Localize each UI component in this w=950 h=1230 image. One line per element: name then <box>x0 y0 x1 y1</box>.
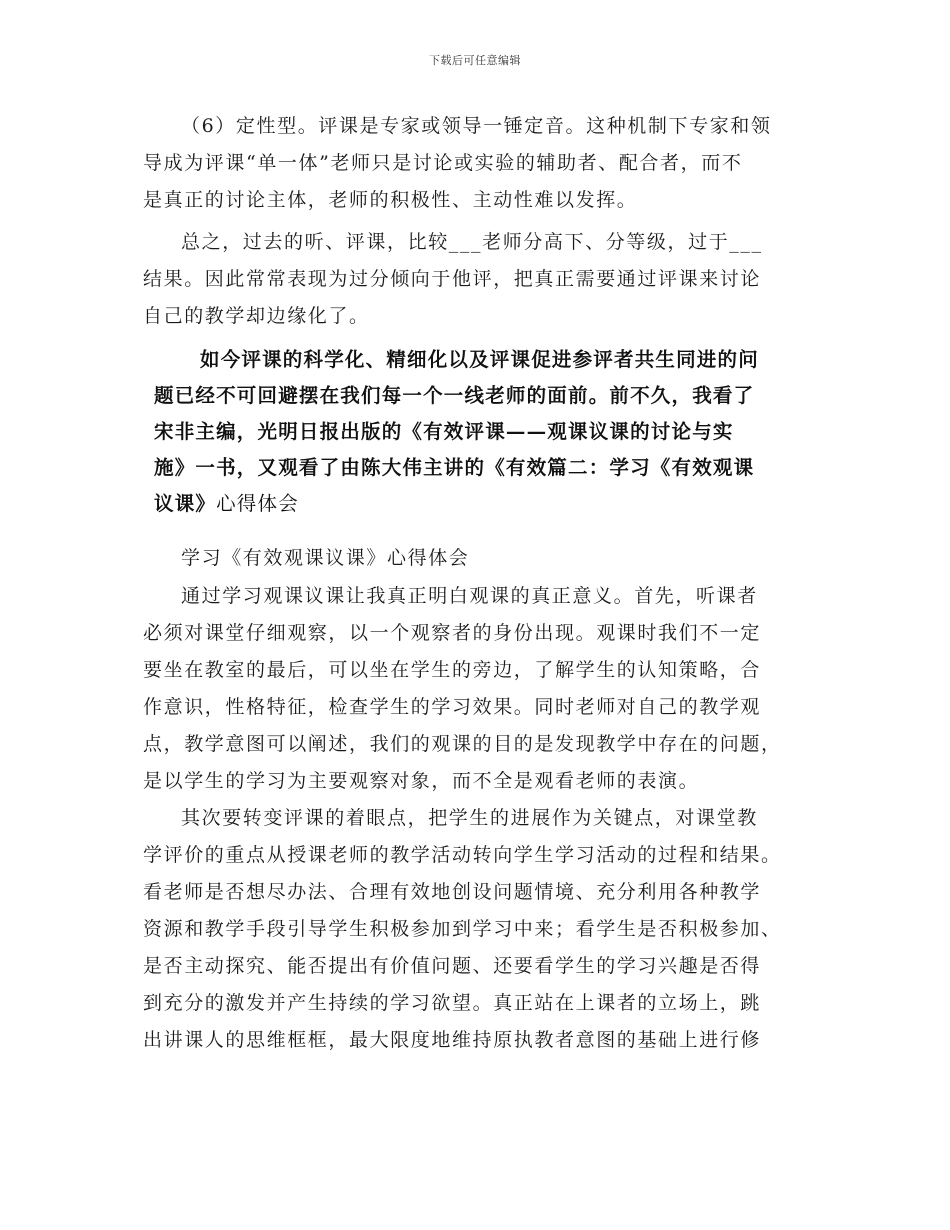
section-subtitle <box>143 540 807 577</box>
text-line: 结果。因此常常表现为过分倾向于他评，把真正需要通过评课来讨论 <box>143 268 762 290</box>
paragraph-summary <box>143 224 807 335</box>
text-line: 是真正的讨论主体，老师的积极性、主动性难以发挥。 <box>143 189 638 211</box>
text-line: 学评价的重点从授课老师的教学活动转向学生学习活动的过程和结果。 <box>143 844 782 866</box>
paragraph-qualitative-type <box>143 108 807 219</box>
text-line: 出讲课人的思维框框，最大限度地维持原执教者意图的基础上进行修 <box>143 1029 762 1051</box>
text-line: 自己的教学却边缘化了。 <box>143 305 370 327</box>
bold-text-line: 如今评课的科学化、精细化以及评课促进参评者共生同进的问 <box>200 348 759 371</box>
text-line: 要坐在教室的最后，可以坐在学生的旁边，了解学生的认知策略，合 <box>143 659 762 681</box>
text-line: 总之，过去的听、评课，比较___老师分高下、分等级，过于___ <box>181 231 763 253</box>
text-line: 是否主动探究、能否提出有价值问题、还要看学生的学习兴趣是否得 <box>143 955 762 977</box>
bold-text-fragment: 议课》 <box>154 492 217 515</box>
paragraph-evaluation-focus <box>143 800 807 1059</box>
text-line: 资源和教学手段引导学生积极参加到学习中来；看学生是否积极参加、 <box>143 918 782 940</box>
text-line: 是以学生的学习为主要观察对象，而不全是观看老师的表演。 <box>143 770 700 792</box>
subtitle-text: 学习《有效观课议课》心得体会 <box>181 547 470 569</box>
bold-heading-block <box>143 342 807 522</box>
bold-text-line <box>143 486 807 522</box>
text-line: 其次要转变评课的着眼点，把学生的进展作为关键点，对课堂教 <box>181 807 758 829</box>
heading-tail: 心得体会 <box>216 492 299 515</box>
text-line: 看老师是否想尽办法、合理有效地创设问题情境、充分利用各种教学 <box>143 881 762 903</box>
text-line: 导成为评课“单一体”老师只是讨论或实验的辅助者、配合者，而不 <box>143 152 743 174</box>
text-line: 作意识，性格特征，检查学生的学习效果。同时老师对自己的教学观 <box>143 696 762 718</box>
paragraph-observation-meaning <box>143 578 807 800</box>
text-line: 通过学习观课议课让我真正明白观课的真正意义。首先，听课者 <box>181 585 758 607</box>
page-header: 下载后可任意编辑 <box>429 54 521 67</box>
text-line: 到充分的激发并产生持续的学习欲望。真正站在上课者的立场上，跳 <box>143 992 762 1014</box>
text-line: （6）定性型。评课是专家或领导一锤定音。这种机制下专家和领 <box>181 115 772 137</box>
bold-text-line: 题已经不可回避摆在我们每一个一线老师的面前。前不久，我看了 <box>154 384 755 407</box>
bold-text-line: 宋非主编，光明日报出版的《有效评课——观课议课的讨论与实 <box>154 420 734 443</box>
text-line: 点，教学意图可以阐述，我们的观课的目的是发现教学中存在的问题， <box>143 733 782 755</box>
text-line: 必须对课堂仔细观察，以一个观察者的身份出现。观课时我们不一定 <box>143 622 762 644</box>
bold-text-line: 施》一书，又观看了由陈大伟主讲的《有效篇二：学习《有效观课 <box>154 456 755 479</box>
